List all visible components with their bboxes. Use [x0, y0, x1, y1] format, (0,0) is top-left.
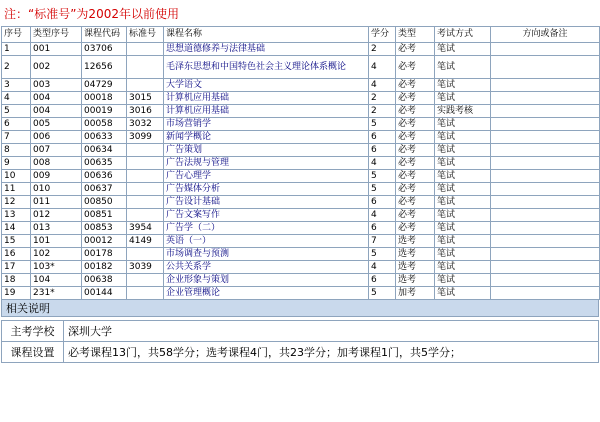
info-value: 深圳大学 — [64, 321, 599, 342]
table-cell: 004 — [31, 105, 82, 118]
table-row — [2, 235, 600, 248]
table-cell: 10 — [2, 170, 31, 183]
table-cell: 7 — [369, 235, 396, 248]
info-label: 课程设置 — [2, 342, 64, 363]
table-cell: 13 — [2, 209, 31, 222]
table-cell: 加考 — [396, 287, 435, 300]
table-row — [2, 144, 600, 157]
table-cell — [491, 105, 600, 118]
table-cell: 3032 — [127, 118, 164, 131]
column-header: 考试方式 — [435, 27, 491, 43]
table-cell — [491, 157, 600, 170]
table-row — [2, 209, 600, 222]
table-cell: 必考 — [396, 196, 435, 209]
table-cell: 选考 — [396, 274, 435, 287]
table-cell — [491, 222, 600, 235]
table-cell: 笔试 — [435, 157, 491, 170]
table-cell: 04729 — [82, 79, 127, 92]
table-cell: 笔试 — [435, 183, 491, 196]
table-cell: 17 — [2, 261, 31, 274]
table-cell: 笔试 — [435, 222, 491, 235]
table-cell: 5 — [369, 248, 396, 261]
table-cell: 5 — [2, 105, 31, 118]
table-cell: 1 — [2, 43, 31, 56]
table-row — [2, 131, 600, 144]
table-cell: 必考 — [396, 43, 435, 56]
table-row — [2, 222, 600, 235]
table-cell: 19 — [2, 287, 31, 300]
column-header: 方向或备注 — [491, 27, 600, 43]
table-cell: 5 — [369, 170, 396, 183]
table-cell: 103* — [31, 261, 82, 274]
table-cell: 102 — [31, 248, 82, 261]
table-cell: 6 — [369, 144, 396, 157]
info-table — [1, 320, 599, 363]
table-cell — [491, 92, 600, 105]
table-cell: 013 — [31, 222, 82, 235]
table-cell: 笔试 — [435, 196, 491, 209]
course-name-cell: 大学语文 — [164, 79, 369, 92]
table-cell: 00635 — [82, 157, 127, 170]
table-cell: 00850 — [82, 196, 127, 209]
table-cell — [127, 170, 164, 183]
table-cell: 必考 — [396, 144, 435, 157]
table-cell: 15 — [2, 235, 31, 248]
course-name-cell: 广告媒体分析 — [164, 183, 369, 196]
table-cell: 00634 — [82, 144, 127, 157]
course-name-cell: 广告法规与管理 — [164, 157, 369, 170]
table-cell: 00638 — [82, 274, 127, 287]
table-cell — [491, 56, 600, 79]
table-cell: 8 — [2, 144, 31, 157]
info-row — [2, 342, 599, 363]
table-cell: 3954 — [127, 222, 164, 235]
table-cell: 12 — [2, 196, 31, 209]
table-cell — [491, 235, 600, 248]
table-row — [2, 170, 600, 183]
table-cell: 6 — [2, 118, 31, 131]
table-cell — [491, 261, 600, 274]
table-cell: 00019 — [82, 105, 127, 118]
course-name-cell: 英语（一） — [164, 235, 369, 248]
table-row — [2, 287, 600, 300]
table-cell: 5 — [369, 287, 396, 300]
course-name-cell: 企业管理概论 — [164, 287, 369, 300]
table-cell: 00633 — [82, 131, 127, 144]
table-cell: 00018 — [82, 92, 127, 105]
table-cell: 必考 — [396, 222, 435, 235]
table-cell: 笔试 — [435, 131, 491, 144]
table-cell: 00637 — [82, 183, 127, 196]
table-cell: 00144 — [82, 287, 127, 300]
table-cell: 3099 — [127, 131, 164, 144]
table-cell: 5 — [369, 118, 396, 131]
table-cell: 选考 — [396, 235, 435, 248]
table-cell — [127, 209, 164, 222]
table-cell: 9 — [2, 157, 31, 170]
table-cell — [491, 274, 600, 287]
table-row — [2, 157, 600, 170]
table-cell: 笔试 — [435, 274, 491, 287]
course-name-cell: 计算机应用基础 — [164, 105, 369, 118]
table-row — [2, 56, 600, 79]
table-cell: 4149 — [127, 235, 164, 248]
table-cell: 4 — [369, 261, 396, 274]
table-cell: 3 — [2, 79, 31, 92]
table-cell: 笔试 — [435, 79, 491, 92]
table-row — [2, 183, 600, 196]
table-row — [2, 43, 600, 56]
column-header: 课程名称 — [164, 27, 369, 43]
table-cell — [127, 144, 164, 157]
table-cell: 必考 — [396, 105, 435, 118]
table-cell: 00058 — [82, 118, 127, 131]
course-name-cell: 广告文案写作 — [164, 209, 369, 222]
table-cell — [491, 43, 600, 56]
course-name-cell: 新闻学概论 — [164, 131, 369, 144]
table-cell: 11 — [2, 183, 31, 196]
table-cell: 00178 — [82, 248, 127, 261]
table-cell: 006 — [31, 131, 82, 144]
table-cell: 笔试 — [435, 287, 491, 300]
table-cell: 笔试 — [435, 118, 491, 131]
table-cell — [491, 170, 600, 183]
table-cell: 必考 — [396, 209, 435, 222]
table-cell: 14 — [2, 222, 31, 235]
table-row — [2, 248, 600, 261]
table-cell: 005 — [31, 118, 82, 131]
table-row — [2, 79, 600, 92]
table-cell: 选考 — [396, 248, 435, 261]
column-header: 学分 — [369, 27, 396, 43]
table-cell — [491, 287, 600, 300]
info-label: 主考学校 — [2, 321, 64, 342]
table-cell: 00853 — [82, 222, 127, 235]
table-cell: 实践考核 — [435, 105, 491, 118]
table-cell: 6 — [369, 274, 396, 287]
table-cell — [491, 144, 600, 157]
course-name-cell: 市场营销学 — [164, 118, 369, 131]
table-cell: 2 — [369, 43, 396, 56]
course-name-cell: 市场调查与预测 — [164, 248, 369, 261]
table-cell: 00182 — [82, 261, 127, 274]
table-row — [2, 92, 600, 105]
table-cell: 必考 — [396, 183, 435, 196]
table-cell: 7 — [2, 131, 31, 144]
table-cell: 00851 — [82, 209, 127, 222]
table-cell: 2 — [2, 56, 31, 79]
table-cell: 231* — [31, 287, 82, 300]
table-cell: 笔试 — [435, 43, 491, 56]
table-cell: 00012 — [82, 235, 127, 248]
table-cell: 101 — [31, 235, 82, 248]
table-cell: 笔试 — [435, 248, 491, 261]
table-cell: 3015 — [127, 92, 164, 105]
table-cell: 6 — [369, 131, 396, 144]
table-cell: 笔试 — [435, 209, 491, 222]
table-cell — [127, 287, 164, 300]
table-cell — [491, 183, 600, 196]
table-cell: 00636 — [82, 170, 127, 183]
table-cell: 笔试 — [435, 235, 491, 248]
table-cell: 010 — [31, 183, 82, 196]
table-cell — [127, 157, 164, 170]
table-cell — [491, 196, 600, 209]
table-cell: 008 — [31, 157, 82, 170]
table-cell: 笔试 — [435, 261, 491, 274]
table-cell: 3039 — [127, 261, 164, 274]
course-name-cell: 广告策划 — [164, 144, 369, 157]
table-cell: 2 — [369, 92, 396, 105]
table-cell — [127, 56, 164, 79]
course-name-cell: 计算机应用基础 — [164, 92, 369, 105]
table-cell: 笔试 — [435, 170, 491, 183]
course-name-cell: 企业形象与策划 — [164, 274, 369, 287]
table-cell: 009 — [31, 170, 82, 183]
course-name-cell: 思想道德修养与法律基础 — [164, 43, 369, 56]
column-header: 类型 — [396, 27, 435, 43]
table-cell: 笔试 — [435, 92, 491, 105]
table-cell: 004 — [31, 92, 82, 105]
table-cell: 必考 — [396, 79, 435, 92]
table-cell: 4 — [369, 79, 396, 92]
table-cell — [127, 248, 164, 261]
table-cell — [491, 79, 600, 92]
table-cell: 4 — [2, 92, 31, 105]
table-cell — [491, 248, 600, 261]
table-cell: 必考 — [396, 131, 435, 144]
table-cell: 必考 — [396, 170, 435, 183]
table-cell: 011 — [31, 196, 82, 209]
table-cell: 007 — [31, 144, 82, 157]
course-name-cell: 公共关系学 — [164, 261, 369, 274]
table-cell — [491, 131, 600, 144]
course-name-cell: 毛泽东思想和中国特色社会主义理论体系概论 — [164, 56, 369, 79]
table-cell: 6 — [369, 196, 396, 209]
table-cell — [127, 79, 164, 92]
table-cell: 104 — [31, 274, 82, 287]
table-cell: 002 — [31, 56, 82, 79]
table-cell: 必考 — [396, 157, 435, 170]
table-cell: 2 — [369, 105, 396, 118]
info-row — [2, 321, 599, 342]
table-cell: 必考 — [396, 92, 435, 105]
table-cell: 4 — [369, 209, 396, 222]
column-header: 类型序号 — [31, 27, 82, 43]
course-name-cell: 广告学（二） — [164, 222, 369, 235]
table-cell: 001 — [31, 43, 82, 56]
table-cell: 18 — [2, 274, 31, 287]
table-cell: 6 — [369, 222, 396, 235]
table-cell: 5 — [369, 183, 396, 196]
table-cell — [127, 43, 164, 56]
table-row — [2, 196, 600, 209]
table-cell — [127, 196, 164, 209]
table-cell: 16 — [2, 248, 31, 261]
table-cell: 笔试 — [435, 144, 491, 157]
table-cell: 必考 — [396, 56, 435, 79]
column-header: 序号 — [2, 27, 31, 43]
table-cell: 012 — [31, 209, 82, 222]
course-name-cell: 广告心理学 — [164, 170, 369, 183]
table-cell: 笔试 — [435, 56, 491, 79]
table-cell — [127, 274, 164, 287]
table-cell: 3016 — [127, 105, 164, 118]
course-table — [1, 26, 600, 300]
table-row — [2, 274, 600, 287]
section-title: 相关说明 — [1, 300, 599, 317]
table-cell: 4 — [369, 157, 396, 170]
table-cell — [491, 118, 600, 131]
table-row — [2, 261, 600, 274]
usage-note: 注：“标准号”为2002年以前使用 — [4, 7, 179, 21]
table-cell: 4 — [369, 56, 396, 79]
table-row — [2, 105, 600, 118]
table-cell: 03706 — [82, 43, 127, 56]
column-header: 课程代码 — [82, 27, 127, 43]
info-value: 必考课程13门，共58学分；选考课程4门，共23学分；加考课程1门，共5学分； — [64, 342, 599, 363]
table-cell: 12656 — [82, 56, 127, 79]
table-cell: 必考 — [396, 118, 435, 131]
table-cell — [491, 209, 600, 222]
table-row — [2, 118, 600, 131]
table-cell — [127, 183, 164, 196]
course-name-cell: 广告设计基础 — [164, 196, 369, 209]
column-header: 标准号 — [127, 27, 164, 43]
table-cell: 选考 — [396, 261, 435, 274]
table-cell: 003 — [31, 79, 82, 92]
table-header-row — [2, 27, 600, 43]
